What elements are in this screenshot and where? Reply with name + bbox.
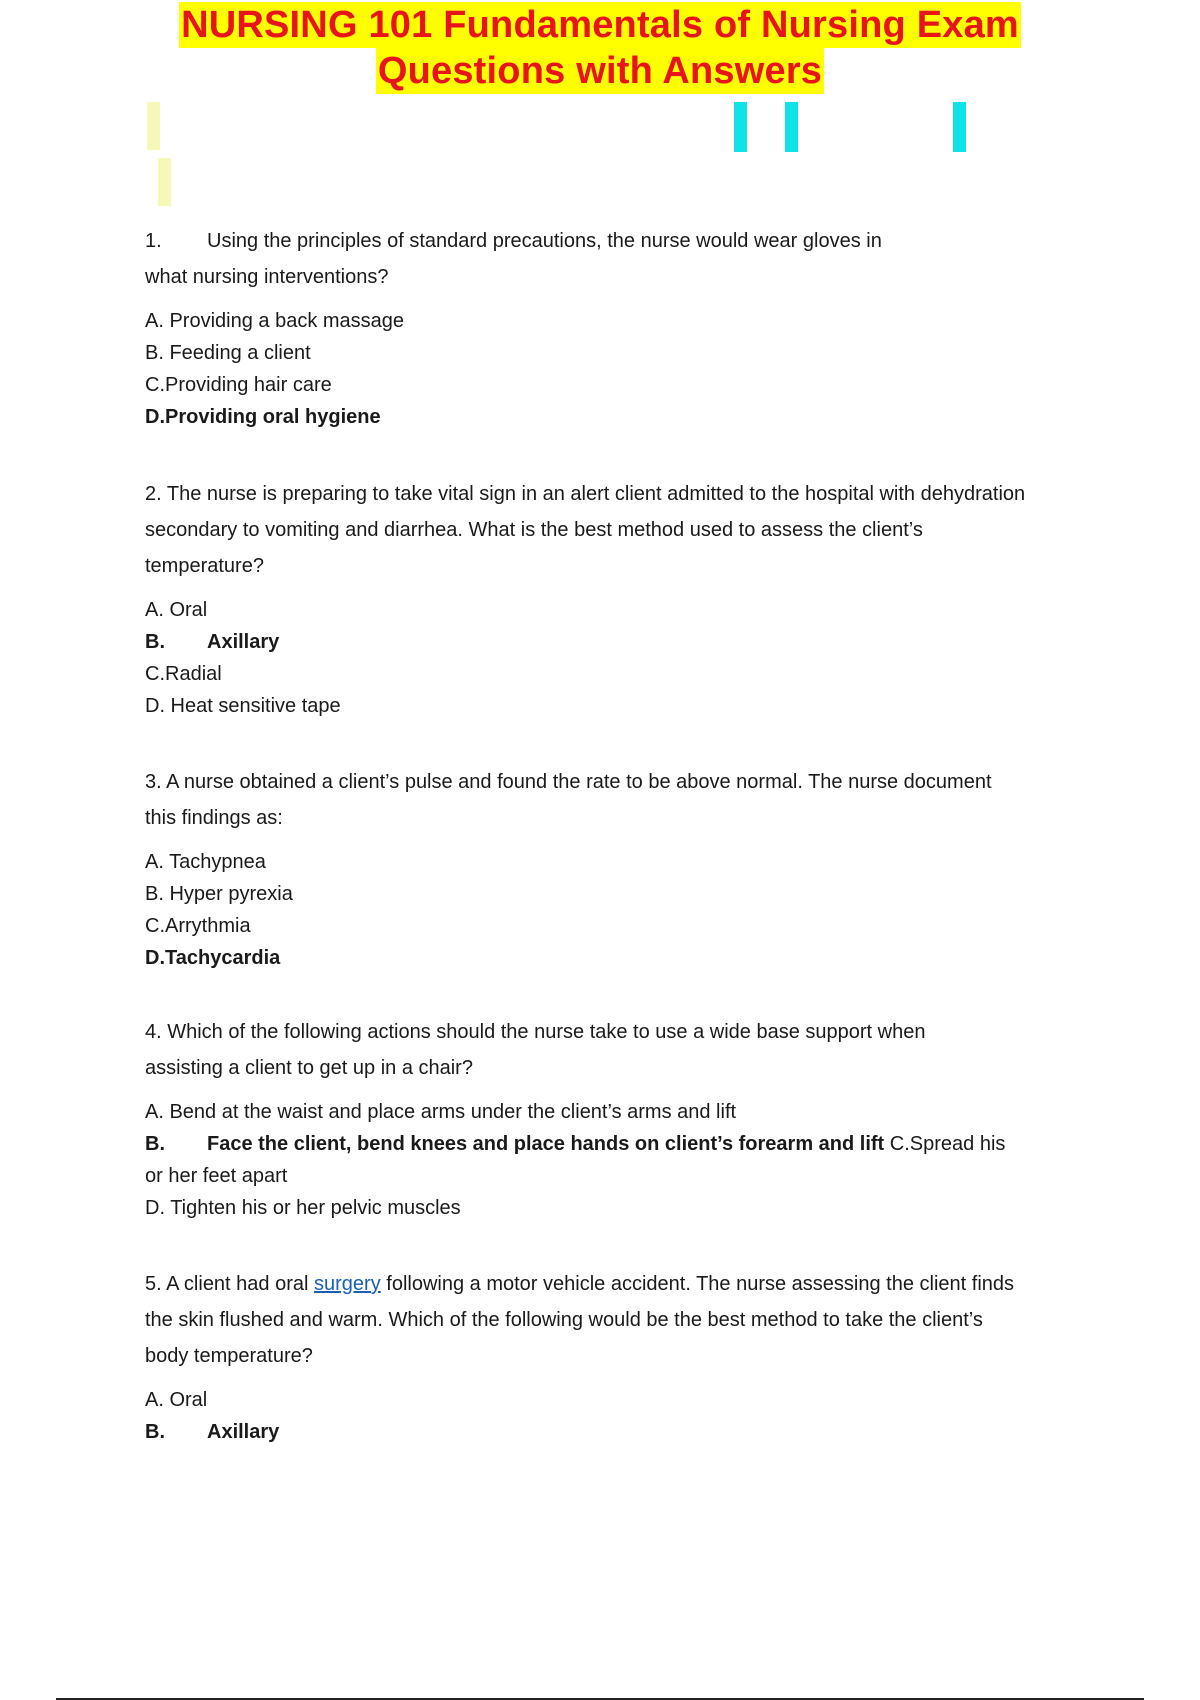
option-letter: B. bbox=[145, 1421, 165, 1443]
option-b-with-c bbox=[145, 1128, 1085, 1160]
correct-option-b bbox=[145, 626, 1085, 658]
question-stem-line: secondary to vomiting and diarrhea. What is the best method used to assess the client’s bbox=[145, 519, 923, 541]
stem-text: 5. A client had oral bbox=[145, 1273, 315, 1295]
option-a: A. Providing a back massage bbox=[145, 310, 405, 332]
answer-options bbox=[145, 846, 1085, 974]
question-1 bbox=[145, 223, 1085, 433]
title-line-1: NURSING 101 Fundamentals of Nursing Exam bbox=[181, 4, 1019, 46]
question-stem-line: 2. The nurse is preparing to take vital sign in an alert client admitted to the hospital with dehydration bbox=[145, 483, 1026, 505]
stem-text: following a motor vehicle accident. The nurse assessing the client finds bbox=[380, 1273, 1015, 1295]
option-b: B. Hyper pyrexia bbox=[145, 883, 293, 905]
title-line-2: Questions with Answers bbox=[377, 50, 823, 92]
option-a: A. Tachypnea bbox=[145, 851, 266, 873]
correct-option-b bbox=[145, 1416, 1085, 1448]
option-text: Axillary bbox=[207, 631, 280, 653]
option-c: C.Arrythmia bbox=[145, 915, 251, 937]
question-3 bbox=[145, 764, 1085, 974]
correct-option-d: D.Providing oral hygiene bbox=[145, 406, 381, 428]
question-stem-line: 3. A nurse obtained a client’s pulse and found the rate to be above normal. The nurse document bbox=[145, 771, 992, 793]
question-stem-line: body temperature? bbox=[145, 1345, 313, 1367]
option-letter: B. bbox=[145, 1133, 165, 1155]
option-a: A. Bend at the waist and place arms under the client’s arms and lift bbox=[145, 1101, 737, 1123]
answer-options bbox=[145, 1096, 1085, 1224]
question-stem-line: Using the principles of standard precautions, the nurse would wear gloves in bbox=[207, 230, 882, 252]
answer-options bbox=[145, 305, 1085, 433]
option-c: C.Radial bbox=[145, 663, 222, 685]
option-c: C.Spread his bbox=[889, 1133, 1006, 1155]
answer-options bbox=[145, 1384, 1085, 1448]
question-5 bbox=[145, 1266, 1085, 1448]
pale-highlight-bar bbox=[147, 102, 160, 150]
question-stem-line: the skin flushed and warm. Which of the following would be the best method to take the client’s bbox=[145, 1309, 983, 1331]
question-number: 1. bbox=[145, 230, 162, 252]
correct-option-text: Face the client, bend knees and place hands on client’s forearm and lift bbox=[207, 1133, 885, 1155]
question-4 bbox=[145, 1014, 1085, 1224]
option-d: D. Tighten his or her pelvic muscles bbox=[145, 1197, 461, 1219]
option-a: A. Oral bbox=[145, 1389, 208, 1411]
option-c-continued: or her feet apart bbox=[145, 1165, 288, 1187]
question-stem-line: what nursing interventions? bbox=[145, 266, 389, 288]
option-c: C.Providing hair care bbox=[145, 374, 332, 396]
question-2 bbox=[145, 476, 1085, 722]
answer-options bbox=[145, 594, 1085, 722]
question-stem-line bbox=[145, 1266, 1085, 1302]
question-stem-line: temperature? bbox=[145, 555, 264, 577]
correct-option-d: D.Tachycardia bbox=[145, 947, 281, 969]
surgery-link[interactable]: surgery bbox=[314, 1273, 381, 1295]
question-stem-line: assisting a client to get up in a chair? bbox=[145, 1057, 473, 1079]
option-text: Axillary bbox=[207, 1421, 280, 1443]
pale-highlight-bar bbox=[158, 158, 171, 206]
cyan-highlight-bar bbox=[785, 102, 798, 152]
question-stem-line: this findings as: bbox=[145, 807, 283, 829]
question-stem bbox=[145, 223, 1085, 259]
option-a: A. Oral bbox=[145, 599, 208, 621]
option-b: B. Feeding a client bbox=[145, 342, 311, 364]
option-letter: B. bbox=[145, 631, 165, 653]
question-stem-line: 4. Which of the following actions should the nurse take to use a wide base support when bbox=[145, 1021, 926, 1043]
option-d: D. Heat sensitive tape bbox=[145, 695, 341, 717]
cyan-highlight-bar bbox=[953, 102, 966, 152]
cyan-highlight-bar bbox=[734, 102, 747, 152]
document-title bbox=[0, 0, 1200, 94]
